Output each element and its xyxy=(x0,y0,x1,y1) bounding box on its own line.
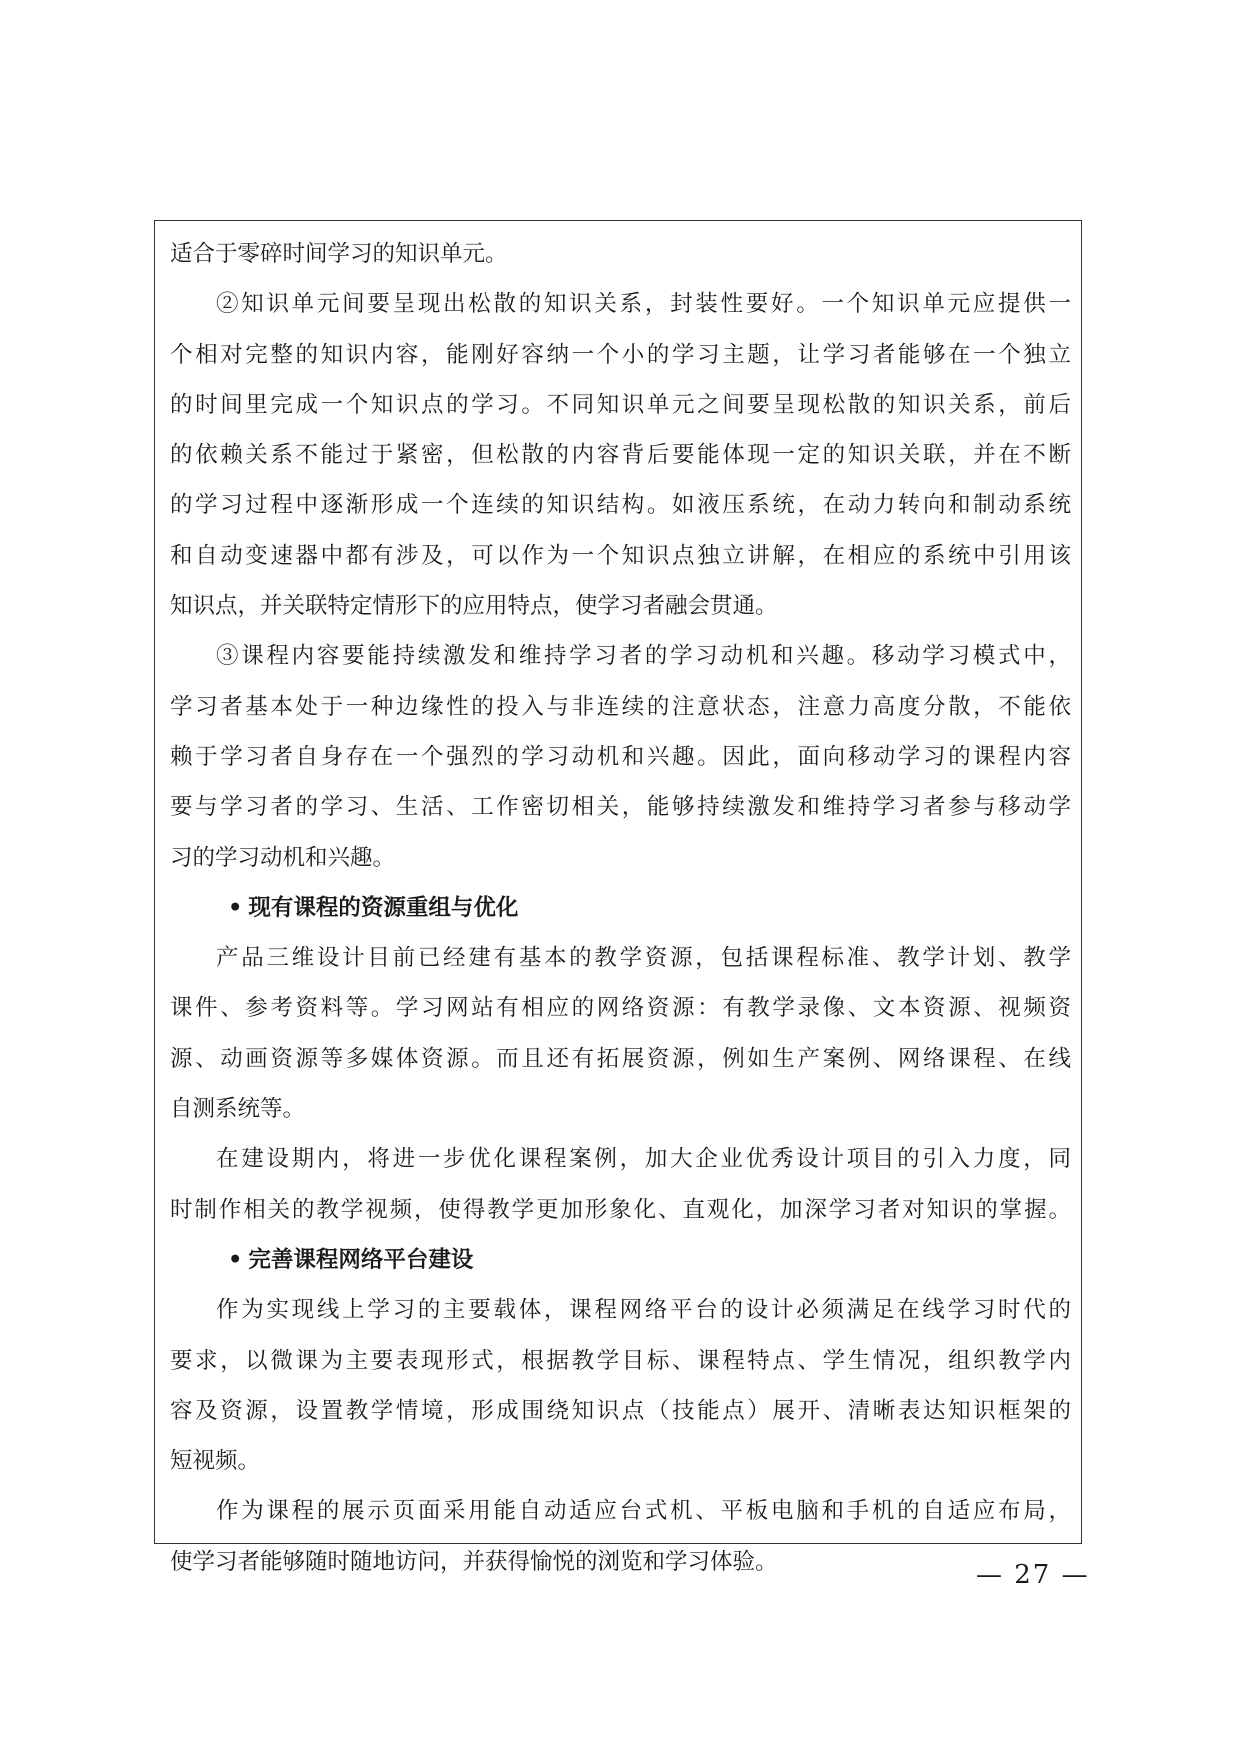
paragraph-line: 适合于零碎时间学习的知识单元。 xyxy=(170,241,508,267)
bullet-icon: • xyxy=(228,894,243,921)
paragraph-line: 在建设期内，将进一步优化课程案例，加大企业优秀设计项目的引入力度，同 xyxy=(216,1146,1071,1173)
paragraph-line: 作为课程的展示页面采用能自动适应台式机、平板电脑和手机的自适应布局， xyxy=(216,1498,1071,1525)
paragraph-line: 产品三维设计目前已经建有基本的教学资源，包括课程标准、教学计划、教学 xyxy=(216,945,1071,972)
paragraph-line: 短视频。 xyxy=(170,1448,261,1475)
paragraph-line: 的时间里完成一个知识点的学习。不同知识单元之间要呈现松散的知识关系，前后 xyxy=(170,391,1071,418)
paragraph-line: 和自动变速器中都有涉及，可以作为一个知识点独立讲解，在相应的系统中引用该 xyxy=(170,542,1071,569)
paragraph-line: 赖于学习者自身存在一个强烈的学习动机和兴趣。因此，面向移动学习的课程内容 xyxy=(170,743,1071,770)
section-heading xyxy=(170,883,1071,933)
paragraph-line: 个相对完整的知识内容，能刚好容纳一个小的学习主题，让学习者能够在一个独立 xyxy=(170,341,1071,368)
paragraph-line: 源、动画资源等多媒体资源。而且还有拓展资源，例如生产案例、网络课程、在线 xyxy=(170,1045,1071,1072)
paragraph-line: 课件、参考资料等。学习网站有相应的网络资源：有教学录像、文本资源、视频资 xyxy=(170,995,1071,1022)
paragraph-line: 知识点，并关联特定情形下的应用特点，使学习者融会贯通。 xyxy=(170,593,778,620)
paragraph-line: 的依赖关系不能过于紧密，但松散的内容背后要能体现一定的知识关联，并在不断 xyxy=(170,442,1071,469)
paragraph-line: 学习者基本处于一种边缘性的投入与非连续的注意状态，注意力高度分散，不能依 xyxy=(170,693,1071,720)
paragraph-line: 作为实现线上学习的主要载体，课程网络平台的设计必须满足在线学习时代的 xyxy=(216,1297,1071,1324)
paragraph-line: ③课程内容要能持续激发和维持学习者的学习动机和兴趣。移动学习模式中， xyxy=(216,643,1071,670)
paragraph-line: 使学习者能够随时随地访问，并获得愉悦的浏览和学习体验。 xyxy=(170,1548,778,1575)
paragraph-line: 要求，以微课为主要表现形式，根据教学目标、课程特点、学生情况，组织教学内 xyxy=(170,1347,1071,1374)
paragraph-line: 容及资源，设置教学情境，形成围绕知识点（技能点）展开、清晰表达知识框架的 xyxy=(170,1397,1071,1424)
paragraph-line: ②知识单元间要呈现出松散的知识关系，封装性要好。一个知识单元应提供一 xyxy=(216,291,1071,318)
paragraph-line: 时制作相关的教学视频，使得教学更加形象化、直观化，加深学习者对知识的掌握。 xyxy=(170,1196,1071,1223)
content-frame xyxy=(154,220,1082,1575)
paragraph-line: 习的学习动机和兴趣。 xyxy=(170,844,396,871)
bullet-icon: • xyxy=(228,1246,243,1273)
page-number: — 27 — xyxy=(976,1560,1090,1590)
section-heading-text: 现有课程的资源重组与优化 xyxy=(248,894,519,921)
paragraph-line: 要与学习者的学习、生活、工作密切相关，能够持续激发和维持学习者参与移动学 xyxy=(170,794,1071,821)
section-heading xyxy=(170,1235,1071,1285)
paragraph-line: 自测系统等。 xyxy=(170,1096,306,1123)
section-heading-text: 完善课程网络平台建设 xyxy=(248,1246,474,1273)
paragraph-line: 的学习过程中逐渐形成一个连续的知识结构。如液压系统，在动力转向和制动系统 xyxy=(170,492,1071,519)
